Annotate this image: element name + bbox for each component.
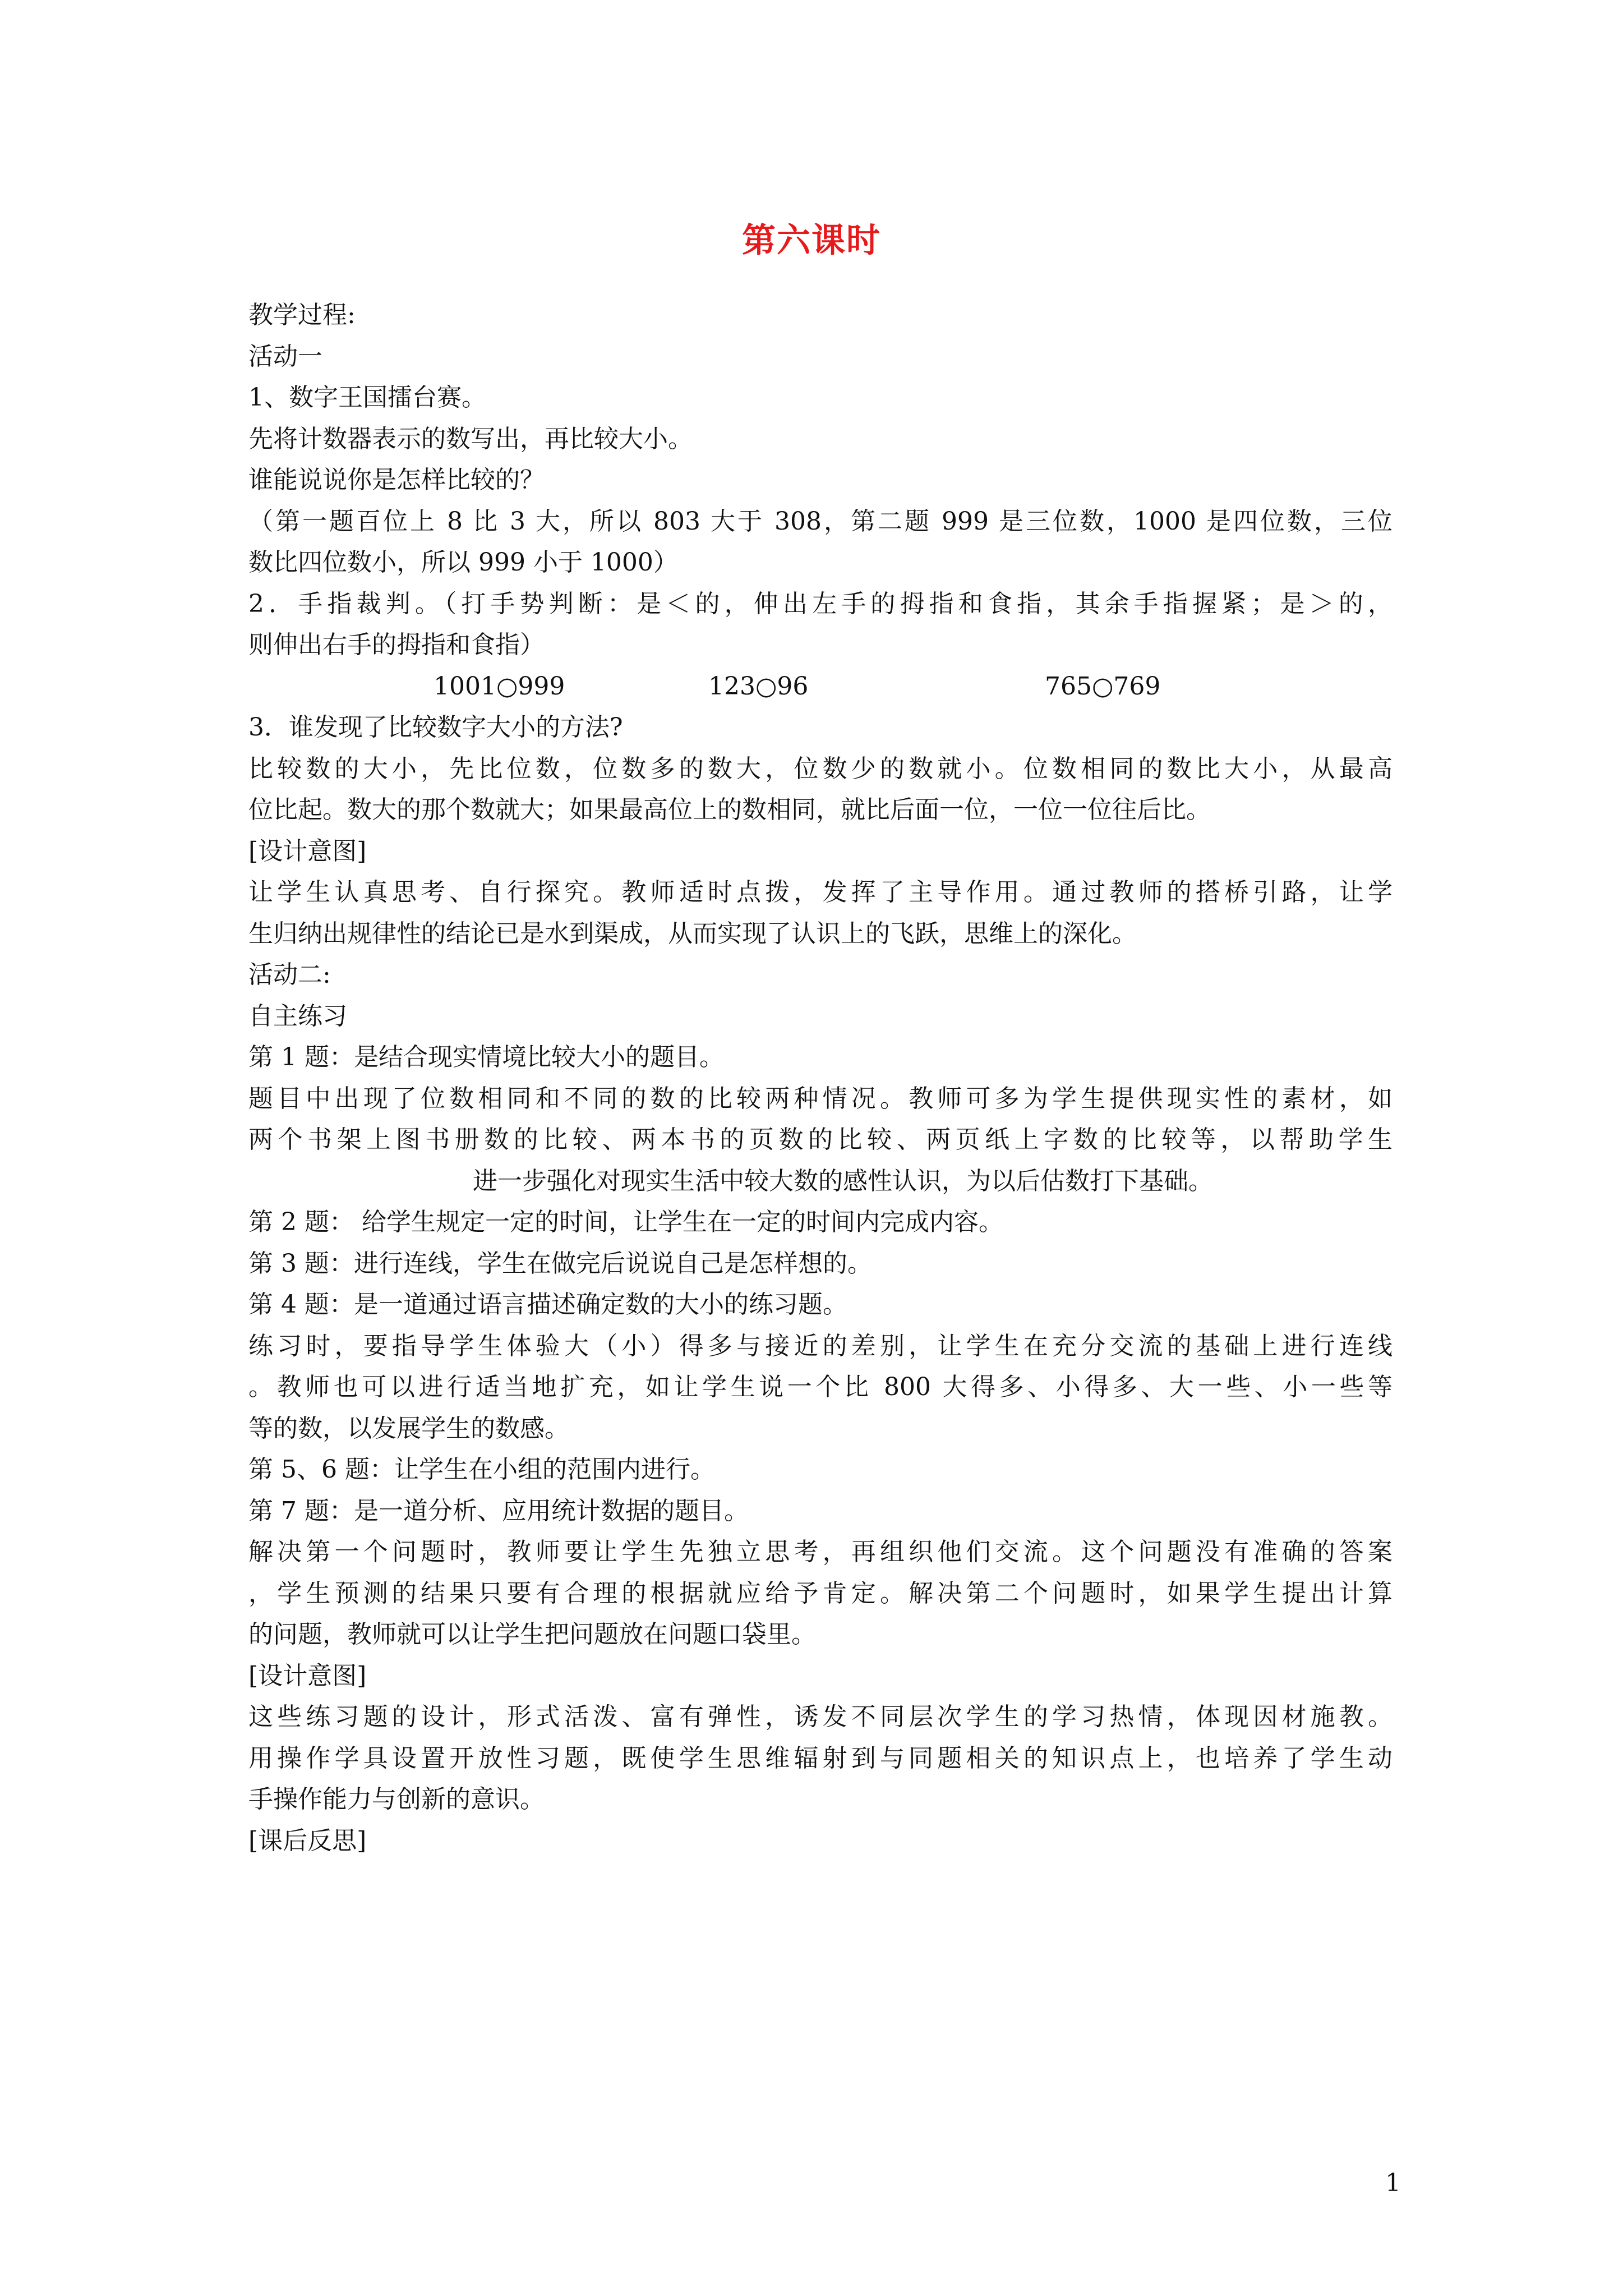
- document-body: [248, 295, 1393, 1861]
- text-line: 题目中出现了位数相同和不同的数的比较两种情况。教师可多为学生提供现实性的素材，如: [248, 1084, 1393, 1113]
- text-line: 数比四位数小，所以 999 小于 1000）: [248, 548, 678, 577]
- comparison-item: 1001○999: [434, 671, 565, 701]
- text-line: 位比起。数大的那个数就大；如果最高位上的数相同，就比后面一位，一位一位往后比。: [248, 795, 1211, 824]
- text-line: 教学过程:: [248, 301, 356, 329]
- text-line: 的问题，教师就可以让学生把问题放在问题口袋里。: [248, 1620, 816, 1649]
- text-line: 1、数字王国擂台赛。: [248, 383, 486, 412]
- text-line: 活动二:: [248, 960, 331, 989]
- text-line: [课后反思]: [248, 1826, 367, 1855]
- text-line: 等的数，以发展学生的数感。: [248, 1414, 569, 1443]
- text-line: [设计意图]: [248, 1661, 367, 1690]
- text-line: 第 7 题：是一道分析、应用统计数据的题目。: [248, 1496, 749, 1525]
- text-line: 。教师也可以进行适当地扩充，如让学生说一个比 800 大得多、小得多、大一些、小一些等: [248, 1373, 1393, 1401]
- text-line: 解决第一个问题时，教师要让学生先独立思考，再组织他们交流。这个问题没有准确的答案: [248, 1538, 1393, 1566]
- text-line: 3．谁发现了比较数字大小的方法?: [248, 713, 623, 742]
- text-line: 活动一: [248, 342, 322, 371]
- text-line: 第 1 题：是结合现实情境比较大小的题目。: [248, 1043, 724, 1071]
- text-line: 这些练习题的设计，形式活泼、富有弹性，诱发不同层次学生的学习热情，体现因材施教。: [248, 1703, 1393, 1731]
- text-line: 第 4 题：是一道通过语言描述确定数的大小的练习题。: [248, 1290, 847, 1319]
- comparison-item: 123○96: [708, 671, 809, 701]
- text-line: 练习时，要指导学生体验大（小）得多与接近的差别，让学生在充分交流的基础上进行连线: [248, 1331, 1393, 1360]
- text-line: 谁能说说你是怎样比较的？: [248, 466, 545, 494]
- text-line: 用操作学具设置开放性习题，既使学生思维辐射到与同题相关的知识点上，也培养了学生动: [248, 1743, 1393, 1773]
- text-line: （第一题百位上 8 比 3 大，所以 803 大于 308，第二题 999 是三位数，1000 是四位数，三位: [248, 507, 1393, 536]
- text-line: 手操作能力与创新的意识。: [248, 1785, 545, 1814]
- text-line: 比较数的大小，先比位数，位数多的数大，位数少的数就小。位数相同的数比大小，从最高: [248, 754, 1393, 783]
- comparison-item: 765○769: [1045, 671, 1161, 701]
- text-line: 两个书架上图书册数的比较、两本书的页数的比较、两页纸上字数的比较等，以帮助学生: [248, 1125, 1393, 1154]
- text-line: 生归纳出规律性的结论已是水到渠成，从而实现了认识上的飞跃，思维上的深化。: [248, 919, 1137, 948]
- text-line: 让学生认真思考、自行探究。教师适时点拨，发挥了主导作用。通过教师的搭桥引路，让学: [248, 878, 1393, 907]
- indented-text-line: 进一步强化对现实生活中较大数的感性认识，为以后估数打下基础。: [473, 1166, 1213, 1195]
- page-title: 第六课时: [742, 221, 881, 260]
- text-line: 自主练习: [248, 1001, 347, 1030]
- text-line: 先将计数器表示的数写出，再比较大小。: [248, 424, 693, 453]
- text-line: 2．手指裁判。（打手势判断：是＜的，伸出左手的拇指和食指，其余手指握紧；是＞的，: [248, 589, 1393, 618]
- text-line: 第 2 题： 给学生规定一定的时间，让学生在一定的时间内完成内容。: [248, 1208, 1003, 1236]
- comparison-exercises: [248, 666, 1393, 707]
- text-line: 第 3 题：进行连线，学生在做完后说说自己是怎样想的。: [248, 1249, 872, 1278]
- text-line: [设计意图]: [248, 836, 367, 866]
- text-line: 第 5、6 题：让学生在小组的范围内进行。: [248, 1455, 715, 1484]
- page-number: 1: [1385, 2169, 1401, 2197]
- text-line: ，学生预测的结果只要有合理的根据就应给予肯定。解决第二个问题时，如果学生提出计算: [248, 1579, 1393, 1608]
- text-line: 则伸出右手的拇指和食指）: [248, 631, 545, 659]
